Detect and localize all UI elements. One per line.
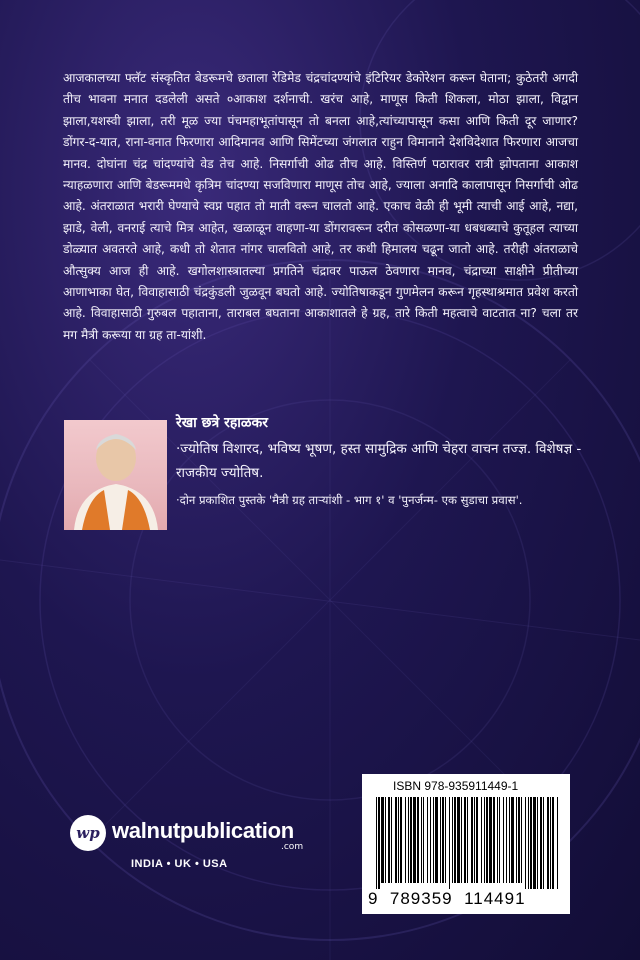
barcode-bar: [511, 797, 514, 883]
barcode-bar: [461, 797, 462, 883]
barcode-bar: [516, 797, 517, 883]
barcode-bar: [503, 797, 504, 883]
isbn-label: ISBN 978-935911449-1: [393, 779, 519, 793]
barcode-bar: [474, 797, 475, 883]
barcode-bar: [464, 797, 466, 883]
barcode-bar: [400, 797, 402, 883]
barcode-bar: [427, 797, 428, 883]
barcode-bar: [509, 797, 510, 883]
barcode-bar: [547, 797, 549, 889]
barcode-bar: [385, 797, 386, 883]
barcode-bar: [454, 797, 456, 883]
barcode-bar: [499, 797, 500, 883]
barcode-bar: [398, 797, 399, 883]
barcode-bar: [452, 797, 453, 883]
barcode-bar: [533, 797, 536, 889]
barcode-bar: [476, 797, 478, 883]
barcode-bar: [481, 797, 482, 883]
barcode-bar: [391, 797, 392, 883]
barcode-bar: [528, 797, 529, 889]
barcode-bar: [378, 797, 380, 889]
barcode-bar: [540, 797, 542, 889]
barcode-bar: [484, 797, 485, 883]
barcode-bar: [530, 797, 532, 889]
barcode-bar: [433, 797, 434, 883]
barcode-bar: [440, 797, 441, 883]
publisher-name: walnutpublication: [112, 818, 294, 843]
barcode-bar: [442, 797, 444, 883]
barcode-bar: [421, 797, 422, 883]
barcode-bar: [489, 797, 492, 883]
author-bio: ·ज्योतिष विशारद, भविष्य भूषण, हस्त सामुद्रिक आणि चेहरा वाचन तज्ज्ञ. विशेषज्ञ - राजकीय ज्योतिष.: [176, 441, 582, 481]
barcode-bar: [408, 797, 409, 883]
barcode-bar: [381, 797, 384, 883]
barcode-bar: [435, 797, 438, 883]
barcode-bar: [537, 797, 538, 889]
barcode-bar: [506, 797, 507, 883]
barcode-bar: [405, 797, 406, 883]
barcode-bar: [552, 797, 554, 889]
barcode-bar: [413, 797, 416, 883]
barcode-bar: [395, 797, 397, 883]
author-photo: [64, 420, 167, 530]
barcode-bar: [525, 797, 526, 889]
barcode-bar: [486, 797, 488, 883]
publisher-domain: .com: [281, 842, 304, 852]
barcode-bar: [423, 797, 424, 883]
author-portrait-icon: [64, 420, 167, 530]
barcode-bar: [518, 797, 520, 883]
barcode-bar: [497, 797, 498, 883]
publisher-countries: INDIA • UK • USA: [131, 858, 228, 870]
barcode-bar: [471, 797, 473, 883]
barcode-bar: [376, 797, 377, 889]
barcode-bar: [457, 797, 460, 883]
author-books: ·दोन प्रकाशित पुस्तके 'मैत्री ग्रह ताऱ्यांशी - भाग १' व 'पुनर्जन्म- एक सुडाचा प्रवास'.: [176, 493, 523, 507]
barcode-bar: [467, 797, 468, 883]
barcode-bar: [445, 797, 446, 883]
barcode-bar: [449, 797, 450, 889]
barcode-bar: [550, 797, 551, 889]
barcode-bar: [543, 797, 544, 889]
publisher-logo-icon: wp: [70, 815, 106, 851]
barcode-bar: [410, 797, 412, 883]
author-name: रेखा छत्रे रहाळकर: [176, 415, 268, 431]
barcode-bar: [557, 797, 558, 889]
barcode-bars: [366, 797, 566, 889]
barcode-digits: 9 789359 114491: [368, 889, 526, 908]
barcode-bar: [388, 797, 390, 883]
barcode-bar: [493, 797, 495, 883]
barcode-bar: [521, 797, 522, 883]
barcode-bar: [430, 797, 431, 883]
barcode-bar: [417, 797, 419, 883]
back-cover-blurb: आजकालच्या फ्लॅट संस्कृतित बेडरूमचे छताला रेडिमेड चंद्रचांदण्यांचे इंटिरियर डेकोरेशन करून घेताना; कुठेतरी अगदी तीच भावना मनात दडलेली असते ०आकाश दर्शनाची. खरंच आहे, माणूस किती शिकला, मोठा झाला, विद्वान झाला,यशस्वी झाला, तरी मूळ ज्या पंचमहाभूतांपासून तो बनला आहे,त्यांच्यापासून कसा आणि किती दूर जाणार? डोंगर-द-यात, राना-वनात फिरणारा आदिमानव आणि सिमेंटच्या जंगलात राहुन विमानाने देशविदेशात फिरणारा आजचा मानव. दोघांना चंद्र चांदण्यांचे वेड तेच आहे. निसर्गाची ओढ तीच आहे. विस्तिर्ण पठारावर रात्री झोपताना आकाश न्याहळणारा आणि बेडरूममधे कृत्रिम चांदण्या सजविणारा माणूस तोच आहे, ज्याला अनादि कालापासून निसर्गाची ओढ आहे. अंतराळात भरारी घेण्याचे स्वप्न पहात तो माती वरून चालतो आहे. एकाच वेळी ही भूमी त्याची आई आहे, नद्या, झाडे, वेली, वनराई त्याचे मित्र आहेत, खळाळून वाहणा-या डोंगरावरून दरीत कोसळणा-या धबधब्याचे कुतूहल त्याच्या डोळ्यात अवतरते आहे, कधी तो शेतात नांगर चालवितो आहे, तर कधी हिमालय चढून जातो आहे. तरीही अंतराळाचे औत्सुक्य आज ही आहे. खगोलशास्त्रातल्या प्रगतिने चंद्रावर पाऊल ठेवणारा मानव, चंद्राच्या साक्षीने प्रीतीच्या आणाभाका घेत, विवाहासाठी चंद्रकुंडली जुळवून बघतो आहे. ज्योतिषाकडून गुणमेलन करून गृहस्थाश्रमात प्रवेश करतो आहे. विवाहासाठी गुरुबल पहाताना, ताराबल बघताना आकाशातले हे ग्रह, तारे किती महत्वाचे वाटतात ना? चला तर मग मैत्री करूया या ग्रह ता-यांशी.: [63, 71, 578, 342]
